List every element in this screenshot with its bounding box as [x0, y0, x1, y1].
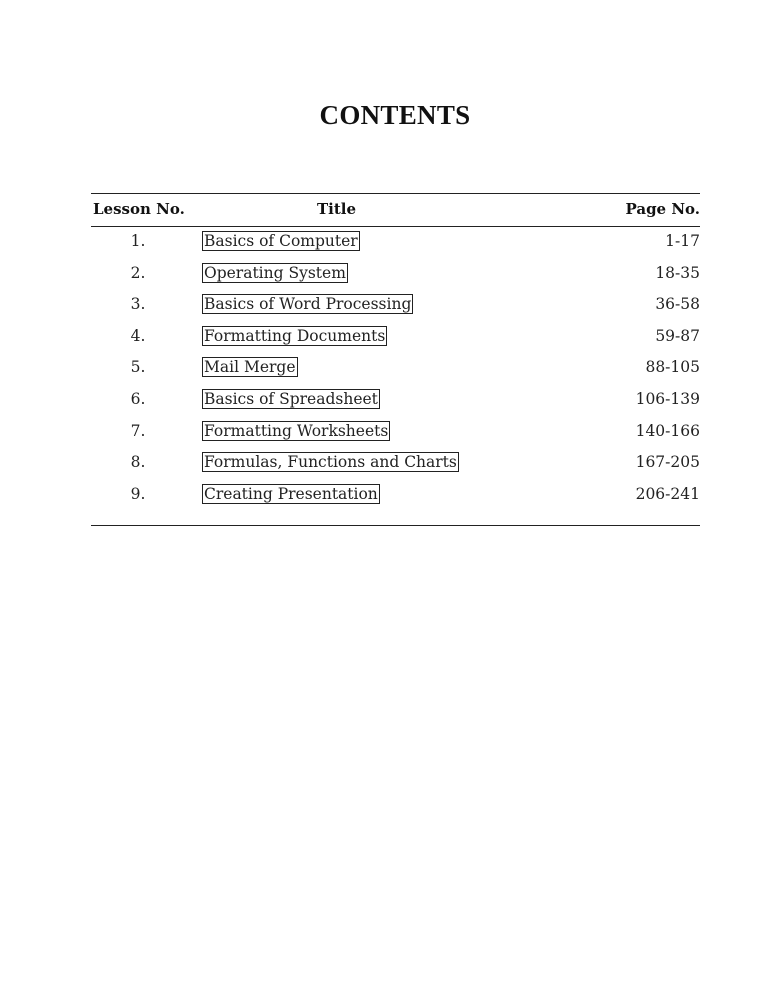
lesson-title-link[interactable]: Formatting Documents: [204, 326, 386, 345]
lesson-number: 3.: [130, 295, 146, 314]
page-range: 106-139: [635, 389, 700, 408]
page-range: 140-166: [635, 421, 700, 440]
page-range: 167-205: [635, 453, 700, 472]
table-row: [91, 479, 700, 511]
lesson-title-link[interactable]: Creating Presentation: [204, 484, 378, 503]
page-range: 206-241: [635, 484, 700, 503]
lesson-number: 5.: [130, 358, 146, 377]
page-range: 36-58: [655, 295, 700, 314]
lesson-title-link[interactable]: Formulas, Functions and Charts: [204, 453, 457, 472]
page-range: 1-17: [665, 232, 700, 250]
column-header-page: Page No.: [625, 200, 700, 218]
table-row: [91, 289, 700, 321]
lesson-title-link[interactable]: Basics of Computer: [204, 232, 358, 250]
lesson-number: 9.: [130, 484, 146, 503]
table-row: [91, 384, 700, 416]
table-row: [91, 416, 700, 448]
lesson-number: 1.: [130, 232, 146, 250]
table-row: [91, 226, 700, 258]
table-bottom-rule: [91, 525, 700, 526]
table-row: [91, 447, 700, 479]
lesson-number: 7.: [130, 421, 146, 440]
lesson-title-link[interactable]: Basics of Spreadsheet: [204, 389, 378, 408]
lesson-title-link[interactable]: Operating System: [204, 263, 346, 282]
table-row: [91, 258, 700, 290]
column-header-title: Title: [317, 200, 357, 218]
lesson-number: 4.: [130, 326, 146, 345]
lesson-title-link[interactable]: Mail Merge: [204, 358, 296, 377]
lesson-number: 8.: [130, 453, 146, 472]
lesson-title-link[interactable]: Basics of Word Processing: [204, 295, 412, 314]
page-title: CONTENTS: [319, 100, 471, 130]
table-row: [91, 321, 700, 353]
contents-table: [91, 226, 700, 510]
lesson-title-link[interactable]: Formatting Worksheets: [204, 421, 389, 440]
lesson-number: 6.: [130, 389, 146, 408]
column-header-lesson: Lesson No.: [93, 200, 185, 218]
table-top-rule: [91, 193, 700, 194]
table-row: [91, 352, 700, 384]
page-range: 88-105: [645, 358, 700, 377]
page-range: 18-35: [655, 263, 700, 282]
lesson-number: 2.: [130, 263, 146, 282]
page-range: 59-87: [655, 326, 700, 345]
